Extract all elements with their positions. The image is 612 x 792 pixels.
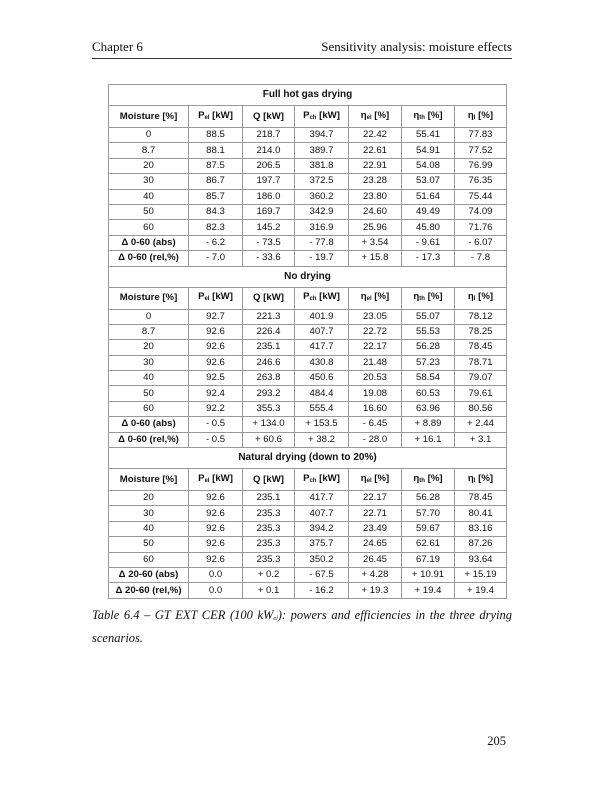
table-cell: 58.54: [402, 371, 455, 386]
header-base: η: [413, 109, 420, 121]
table-cell: 24.65: [349, 537, 402, 552]
table-row: [109, 340, 507, 355]
caption-subscript: el: [273, 616, 278, 622]
column-header-row: [109, 106, 507, 128]
table-cell: 372.5: [295, 174, 349, 189]
table-cell: 401.9: [295, 309, 349, 324]
header-subscript: el: [204, 296, 210, 303]
table-cell: 394.7: [295, 128, 349, 143]
header-base: η: [467, 291, 474, 303]
column-header: [295, 469, 349, 491]
table-cell: 169.7: [243, 204, 295, 219]
row-label: 40: [109, 521, 189, 536]
table-cell: 417.7: [295, 491, 349, 506]
header-unit: [%]: [424, 109, 443, 121]
table-cell: 430.8: [295, 355, 349, 370]
table-cell: 22.72: [349, 324, 402, 339]
table-cell: + 19.3: [349, 583, 402, 598]
header-subscript: th: [419, 114, 425, 121]
table-cell: - 6.07: [455, 235, 507, 250]
row-label: 30: [109, 174, 189, 189]
table-cell: 235.1: [243, 340, 295, 355]
delta-row: [109, 251, 507, 266]
table-cell: 23.80: [349, 189, 402, 204]
column-header: [402, 469, 455, 491]
header-base: Moisture [%]: [119, 292, 178, 304]
section-title-row: [109, 448, 507, 469]
table-cell: + 16.1: [402, 432, 455, 447]
table-cell: 55.53: [402, 324, 455, 339]
table-cell: - 0.5: [189, 417, 243, 432]
table-cell: 79.61: [455, 386, 507, 401]
column-header-row: [109, 469, 507, 491]
table-cell: 92.4: [189, 386, 243, 401]
table-cell: 80.56: [455, 401, 507, 416]
table-cell: + 10.91: [402, 567, 455, 582]
section-title: Full hot gas drying: [109, 85, 507, 106]
row-label: 60: [109, 552, 189, 567]
delta-row: [109, 417, 507, 432]
header-unit: [kW]: [209, 291, 233, 303]
table-cell: 74.09: [455, 204, 507, 219]
table-cell: 56.28: [402, 491, 455, 506]
table-row: [109, 491, 507, 506]
column-header: [109, 469, 189, 491]
header-unit: [kW]: [316, 109, 340, 121]
table-cell: 83.16: [455, 521, 507, 536]
column-header: [455, 287, 507, 309]
page-number: 205: [487, 734, 506, 748]
header-base: Moisture [%]: [119, 473, 178, 485]
row-label: 60: [109, 401, 189, 416]
table-cell: 78.25: [455, 324, 507, 339]
section-title-row: [109, 266, 507, 287]
table-cell: - 77.8: [295, 235, 349, 250]
table-cell: 92.7: [189, 309, 243, 324]
header-base: P: [303, 291, 310, 303]
table-cell: - 9.61: [402, 235, 455, 250]
row-label: Δ 0-60 (abs): [109, 235, 189, 250]
table-cell: 218.7: [243, 128, 295, 143]
table-cell: 407.7: [295, 506, 349, 521]
table-cell: - 17.3: [402, 251, 455, 266]
table-cell: 381.8: [295, 158, 349, 173]
table-cell: 360.2: [295, 189, 349, 204]
table-cell: 23.05: [349, 309, 402, 324]
header-subscript: I: [473, 477, 476, 484]
table-cell: 293.2: [243, 386, 295, 401]
table-cell: 63.96: [402, 401, 455, 416]
column-header: [243, 469, 295, 491]
column-header: [189, 287, 243, 309]
table-row: [109, 174, 507, 189]
header-subscript: el: [204, 114, 210, 121]
row-label: 50: [109, 204, 189, 219]
table-cell: 22.42: [349, 128, 402, 143]
table-row: [109, 371, 507, 386]
table-cell: + 2.44: [455, 417, 507, 432]
header-base: η: [413, 472, 420, 484]
header-base: P: [198, 472, 205, 484]
header-subscript: el: [204, 477, 210, 484]
table-cell: - 7.8: [455, 251, 507, 266]
table-cell: 92.6: [189, 324, 243, 339]
column-header: [349, 469, 402, 491]
caption-text-end: ): powers and efficiencies in the three drying scenarios.: [92, 608, 513, 645]
table-row: [109, 220, 507, 235]
table-row: [109, 552, 507, 567]
table-cell: 19.08: [349, 386, 402, 401]
table-cell: 394.2: [295, 521, 349, 536]
table-cell: 355.3: [243, 401, 295, 416]
column-header: [455, 106, 507, 128]
table-cell: + 60.6: [243, 432, 295, 447]
header-subscript: ch: [309, 296, 317, 303]
table-cell: - 33.6: [243, 251, 295, 266]
column-header: [402, 106, 455, 128]
table-cell: 55.41: [402, 128, 455, 143]
table-cell: - 6.45: [349, 417, 402, 432]
table-cell: + 19.4: [455, 583, 507, 598]
table-cell: 93.64: [455, 552, 507, 567]
table-cell: 51.64: [402, 189, 455, 204]
row-label: 20: [109, 491, 189, 506]
table-cell: + 15.19: [455, 567, 507, 582]
header-subscript: I: [473, 296, 476, 303]
table-cell: 85.7: [189, 189, 243, 204]
table-cell: 92.6: [189, 491, 243, 506]
header-subscript: el: [366, 114, 372, 121]
header-base: Q [kW]: [253, 110, 284, 122]
table-cell: + 19.4: [402, 583, 455, 598]
column-header: [349, 106, 402, 128]
table-cell: 67.19: [402, 552, 455, 567]
table-cell: 86.7: [189, 174, 243, 189]
table-cell: 22.17: [349, 491, 402, 506]
header-base: Q [kW]: [253, 292, 284, 304]
table-cell: 82.3: [189, 220, 243, 235]
table-row: [109, 143, 507, 158]
table-cell: 0.0: [189, 567, 243, 582]
row-label: 8.7: [109, 143, 189, 158]
header-unit: [kW]: [209, 109, 233, 121]
section-title: Natural drying (down to 20%): [109, 448, 507, 469]
table-row: [109, 309, 507, 324]
table-cell: 22.61: [349, 143, 402, 158]
header-subscript: th: [419, 477, 425, 484]
delta-row: [109, 567, 507, 582]
table-cell: 342.9: [295, 204, 349, 219]
header-base: η: [360, 291, 367, 303]
table-cell: 92.6: [189, 537, 243, 552]
column-header: [295, 106, 349, 128]
row-label: 20: [109, 340, 189, 355]
header-unit: [%]: [475, 291, 494, 303]
table-row: [109, 506, 507, 521]
table-cell: 25.96: [349, 220, 402, 235]
row-label: Δ 0-60 (rel,%): [109, 432, 189, 447]
table-cell: 407.7: [295, 324, 349, 339]
table-cell: - 7.0: [189, 251, 243, 266]
table-cell: 59.67: [402, 521, 455, 536]
header-base: Q [kW]: [253, 473, 284, 485]
header-base: η: [467, 472, 474, 484]
table-cell: 45.80: [402, 220, 455, 235]
column-header: [189, 106, 243, 128]
row-label: 0: [109, 128, 189, 143]
table-cell: 76.99: [455, 158, 507, 173]
header-unit: [%]: [424, 291, 443, 303]
table-cell: 197.7: [243, 174, 295, 189]
column-header: [109, 287, 189, 309]
table-cell: 92.6: [189, 355, 243, 370]
header-base: η: [413, 291, 420, 303]
table-cell: 54.08: [402, 158, 455, 173]
table-cell: 92.2: [189, 401, 243, 416]
table-cell: 88.5: [189, 128, 243, 143]
header-subscript: th: [419, 296, 425, 303]
table-cell: + 0.2: [243, 567, 295, 582]
table-cell: 57.23: [402, 355, 455, 370]
table-cell: 22.71: [349, 506, 402, 521]
column-header: [295, 287, 349, 309]
table-cell: 316.9: [295, 220, 349, 235]
table-cell: 417.7: [295, 340, 349, 355]
table-cell: 78.12: [455, 309, 507, 324]
row-label: 60: [109, 220, 189, 235]
header-unit: [%]: [475, 109, 494, 121]
table-cell: 79.07: [455, 371, 507, 386]
table-cell: 77.52: [455, 143, 507, 158]
table-cell: - 28.0: [349, 432, 402, 447]
table-cell: 76.35: [455, 174, 507, 189]
column-header: [402, 287, 455, 309]
table-cell: 87.5: [189, 158, 243, 173]
table-cell: 75.44: [455, 189, 507, 204]
table-cell: + 3.54: [349, 235, 402, 250]
table-cell: 92.6: [189, 340, 243, 355]
table-cell: 49.49: [402, 204, 455, 219]
table-cell: 55.07: [402, 309, 455, 324]
table-cell: - 16.2: [295, 583, 349, 598]
table-row: [109, 386, 507, 401]
table-cell: 62.61: [402, 537, 455, 552]
column-header: [189, 469, 243, 491]
header-subscript: el: [366, 477, 372, 484]
header-unit: [kW]: [209, 472, 233, 484]
table-cell: 21.48: [349, 355, 402, 370]
table-cell: + 134.0: [243, 417, 295, 432]
table-cell: 92.6: [189, 506, 243, 521]
row-label: 40: [109, 371, 189, 386]
table-cell: 246.6: [243, 355, 295, 370]
table-cell: 23.28: [349, 174, 402, 189]
table-cell: 78.45: [455, 340, 507, 355]
section-header: Sensitivity analysis: moisture effects: [321, 39, 512, 54]
row-label: Δ 0-60 (abs): [109, 417, 189, 432]
row-label: 30: [109, 506, 189, 521]
table-cell: 54.91: [402, 143, 455, 158]
table-row: [109, 158, 507, 173]
table-cell: 23.49: [349, 521, 402, 536]
table-row: [109, 324, 507, 339]
table-cell: 80.41: [455, 506, 507, 521]
header-base: η: [467, 109, 474, 121]
table-row: [109, 521, 507, 536]
table-cell: 78.71: [455, 355, 507, 370]
header-base: η: [360, 109, 367, 121]
table-cell: + 153.5: [295, 417, 349, 432]
table-cell: 22.91: [349, 158, 402, 173]
table-cell: 375.7: [295, 537, 349, 552]
table-cell: 235.3: [243, 521, 295, 536]
table-row: [109, 401, 507, 416]
table-cell: 235.1: [243, 491, 295, 506]
section-title-row: [109, 85, 507, 106]
row-label: 50: [109, 537, 189, 552]
row-label: 20: [109, 158, 189, 173]
table-cell: + 38.2: [295, 432, 349, 447]
table-caption: [92, 606, 512, 648]
column-header: [109, 106, 189, 128]
row-label: Δ 20-60 (abs): [109, 567, 189, 582]
table-cell: 214.0: [243, 143, 295, 158]
table-cell: 92.6: [189, 521, 243, 536]
table-cell: 22.17: [349, 340, 402, 355]
header-base: Moisture [%]: [119, 110, 178, 122]
table-cell: 555.4: [295, 401, 349, 416]
header-base: P: [198, 291, 205, 303]
table-cell: 92.5: [189, 371, 243, 386]
table-cell: 235.3: [243, 537, 295, 552]
column-header: [455, 469, 507, 491]
header-unit: [kW]: [316, 472, 340, 484]
table-cell: 87.26: [455, 537, 507, 552]
table-cell: 235.3: [243, 506, 295, 521]
table-cell: - 19.7: [295, 251, 349, 266]
column-header: [243, 106, 295, 128]
header-unit: [%]: [475, 472, 494, 484]
table-cell: 57.70: [402, 506, 455, 521]
header-base: P: [303, 472, 310, 484]
table-cell: 26.45: [349, 552, 402, 567]
row-label: Δ 0-60 (rel,%): [109, 251, 189, 266]
table-row: [109, 189, 507, 204]
section-title: No drying: [109, 266, 507, 287]
table-cell: 350.2: [295, 552, 349, 567]
caption-text: Table 6.4 – GT EXT CER (100 kW: [92, 608, 274, 622]
table-cell: 221.3: [243, 309, 295, 324]
table-cell: 88.1: [189, 143, 243, 158]
header-unit: [%]: [424, 472, 443, 484]
row-label: 0: [109, 309, 189, 324]
table-row: [109, 537, 507, 552]
header-subscript: el: [366, 296, 372, 303]
header-base: P: [198, 109, 205, 121]
header-unit: [%]: [371, 109, 390, 121]
header-unit: [%]: [371, 291, 390, 303]
column-header: [243, 287, 295, 309]
delta-row: [109, 432, 507, 447]
table-cell: 263.8: [243, 371, 295, 386]
column-header-row: [109, 287, 507, 309]
table-cell: 450.6: [295, 371, 349, 386]
table-cell: - 73.5: [243, 235, 295, 250]
table-cell: 145.2: [243, 220, 295, 235]
table-cell: 53.07: [402, 174, 455, 189]
table-cell: 186.0: [243, 189, 295, 204]
table-cell: 226.4: [243, 324, 295, 339]
table-cell: 60.53: [402, 386, 455, 401]
header-subscript: I: [473, 114, 476, 121]
table-cell: - 6.2: [189, 235, 243, 250]
column-header: [349, 287, 402, 309]
row-label: Δ 20-60 (rel,%): [109, 583, 189, 598]
table-cell: 56.28: [402, 340, 455, 355]
table-cell: 84.3: [189, 204, 243, 219]
header-unit: [kW]: [316, 291, 340, 303]
table-cell: 16.60: [349, 401, 402, 416]
table-cell: 206.5: [243, 158, 295, 173]
chapter-header: Chapter 6: [92, 39, 143, 54]
table-cell: 484.4: [295, 386, 349, 401]
row-label: 50: [109, 386, 189, 401]
table-cell: + 8.89: [402, 417, 455, 432]
table-cell: + 3.1: [455, 432, 507, 447]
table-cell: 20.53: [349, 371, 402, 386]
header-subscript: ch: [309, 114, 317, 121]
table-cell: - 0.5: [189, 432, 243, 447]
row-label: 8.7: [109, 324, 189, 339]
delta-row: [109, 583, 507, 598]
header-base: P: [303, 109, 310, 121]
table-cell: - 67.5: [295, 567, 349, 582]
table-cell: 0.0: [189, 583, 243, 598]
results-table: [108, 84, 507, 599]
table-cell: 389.7: [295, 143, 349, 158]
row-label: 30: [109, 355, 189, 370]
table-cell: 24.60: [349, 204, 402, 219]
table-cell: 78.45: [455, 491, 507, 506]
table-cell: 77.83: [455, 128, 507, 143]
header-unit: [%]: [371, 472, 390, 484]
table-cell: + 4.28: [349, 567, 402, 582]
header-rule: [92, 58, 512, 59]
table-row: [109, 128, 507, 143]
row-label: 40: [109, 189, 189, 204]
table-cell: 235.3: [243, 552, 295, 567]
table-cell: + 0.1: [243, 583, 295, 598]
header-base: η: [360, 472, 367, 484]
header-subscript: ch: [309, 477, 317, 484]
delta-row: [109, 235, 507, 250]
table-cell: + 15.8: [349, 251, 402, 266]
table-row: [109, 355, 507, 370]
table-row: [109, 204, 507, 219]
table-cell: 92.6: [189, 552, 243, 567]
table-cell: 71.76: [455, 220, 507, 235]
